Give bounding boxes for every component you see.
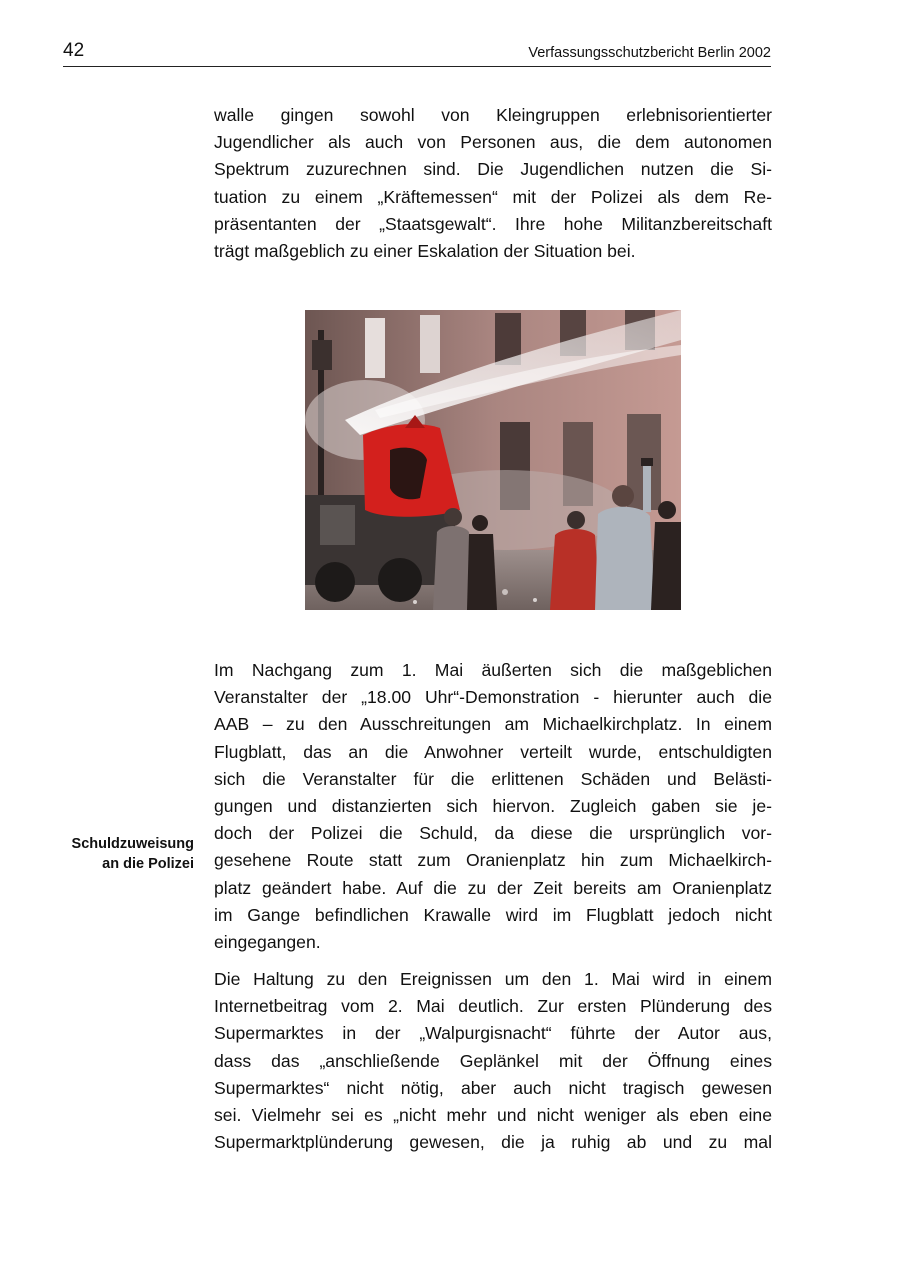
text-line: walle gingen sowohl von Kleingruppen erlebnisorientierter	[214, 105, 772, 125]
text-line: Internetbeitrag vom 2. Mai deutlich. Zur ersten Plünderung des	[214, 996, 772, 1017]
text-line: im Gange befindlichen Krawalle wird im Flugblatt jedoch nicht	[214, 904, 772, 925]
text-line: Im Nachgang zum 1. Mai äußerten sich die maßgeblichen	[214, 660, 772, 680]
text-line: sei. Vielmehr sei es „nicht mehr und nicht weniger als eben eine	[214, 1105, 772, 1126]
text-line: eingegangen.	[214, 932, 321, 953]
page-header	[63, 40, 771, 67]
text-line: Supermarktplünderung gewesen, die ja ruhig ab und zu mal	[214, 1132, 772, 1153]
text-line: platz geändert habe. Auf die zu der Zeit bereits am Oranienplatz	[214, 877, 772, 898]
running-title: Verfassungsschutzbericht Berlin 2002	[528, 45, 771, 61]
text-line: Jugendlicher als auch von Personen aus, die dem autonomen	[214, 132, 772, 153]
text-line: trägt maßgeblich zu einer Eskalation der Situation bei.	[214, 241, 636, 262]
text-line: doch der Polizei die Schuld, da diese die ursprünglich vor-	[214, 823, 772, 844]
riot-photo	[305, 310, 681, 610]
text-line: Supermarktes“ nicht nötig, aber auch nicht tragisch gewesen	[214, 1077, 772, 1098]
paragraph-1	[214, 102, 772, 265]
text-line: gungen und distanzierten sich hiervon. Zugleich gaben sie je-	[214, 796, 772, 817]
text-line: dass das „anschließende Geplänkel mit der Öffnung eines	[214, 1050, 772, 1071]
margin-note-line: Schuldzuweisung	[71, 836, 194, 852]
text-line: AAB – zu den Ausschreitungen am Michaelkirchplatz. In einem	[214, 714, 772, 735]
text-line: Supermarktes in der „Walpurgisnacht“ führte der Autor aus,	[214, 1023, 772, 1044]
text-line: gesehene Route statt zum Oranienplatz hin zum Michaelkirch-	[214, 850, 772, 871]
text-line: präsentanten der „Staatsgewalt“. Ihre hohe Militanzbereitschaft	[214, 213, 772, 234]
text-line: Spektrum zuzurechnen sind. Die Jugendlichen nutzen die Si-	[214, 159, 772, 180]
paragraph-3	[214, 966, 772, 1156]
text-line: Veranstalter der „18.00 Uhr“-Demonstration - hierunter auch die	[214, 687, 772, 708]
margin-note	[40, 834, 194, 874]
text-line: Die Haltung zu den Ereignissen um den 1. Mai wird in einem	[214, 969, 772, 989]
margin-note-line: an die Polizei	[102, 856, 194, 872]
paragraph-2	[214, 657, 772, 956]
page-number: 42	[63, 40, 85, 61]
text-line: tuation zu einem „Kräftemessen“ mit der Polizei als dem Re-	[214, 186, 772, 207]
text-line: sich die Veranstalter für die erlittenen Schäden und Belästi-	[214, 768, 772, 789]
text-line: Flugblatt, das an die Anwohner verteilt wurde, entschuldigten	[214, 741, 772, 762]
